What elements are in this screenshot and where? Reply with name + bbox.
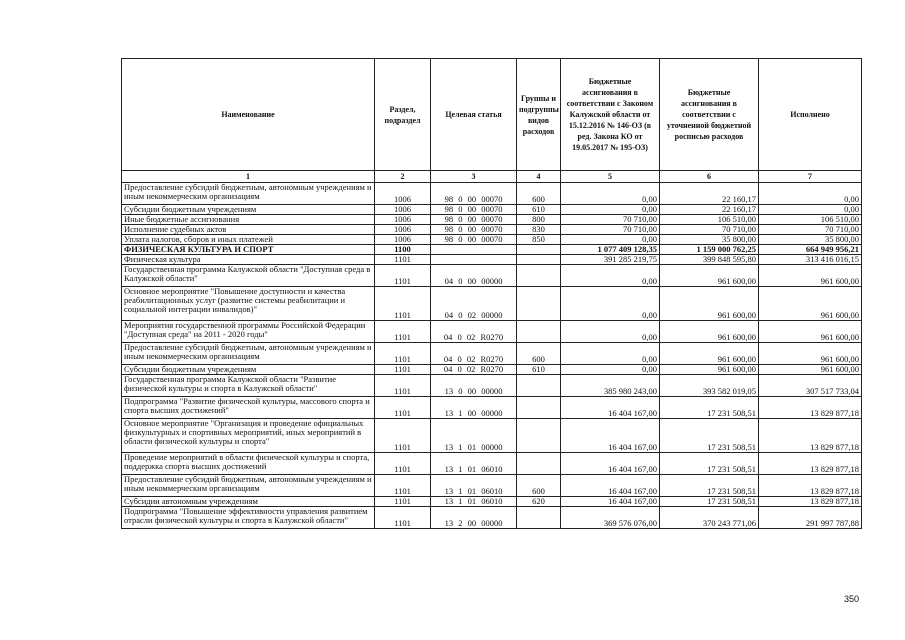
table-row — [122, 287, 862, 321]
row-budget-schedule: 17 231 508,51 — [660, 453, 759, 475]
row-executed: 35 800,00 — [759, 235, 862, 245]
row-target: 13 0 00 00000 — [431, 375, 517, 397]
row-group: 600 — [517, 475, 561, 497]
row-executed: 13 829 877,18 — [759, 497, 862, 507]
row-section: 1101 — [375, 507, 431, 529]
table-row — [122, 235, 862, 245]
table-row — [122, 321, 862, 343]
row-section: 1101 — [375, 375, 431, 397]
column-number: 7 — [759, 171, 862, 183]
table-row — [122, 375, 862, 397]
row-section: 1101 — [375, 255, 431, 265]
row-budget-law: 0,00 — [561, 205, 660, 215]
row-budget-schedule: 35 800,00 — [660, 235, 759, 245]
row-budget-schedule: 22 160,17 — [660, 205, 759, 215]
row-budget-schedule: 70 710,00 — [660, 225, 759, 235]
row-budget-schedule: 17 231 508,51 — [660, 397, 759, 419]
row-budget-law: 16 404 167,00 — [561, 475, 660, 497]
table-row — [122, 397, 862, 419]
row-budget-schedule: 961 600,00 — [660, 365, 759, 375]
page-number: 350 — [843, 594, 859, 604]
row-section: 1101 — [375, 497, 431, 507]
header-name: Наименование — [122, 59, 375, 171]
row-name: Предоставление субсидий бюджетным, автономным учреждениям и иным некоммерческим организациям — [122, 475, 375, 497]
column-number: 1 — [122, 171, 375, 183]
row-group — [517, 507, 561, 529]
row-target: 04 0 02 R0270 — [431, 365, 517, 375]
table-body — [122, 183, 862, 529]
header-section: Раздел, подраздел — [375, 59, 431, 171]
table-header-row — [122, 59, 862, 171]
row-group: 620 — [517, 497, 561, 507]
row-budget-law: 70 710,00 — [561, 215, 660, 225]
row-section: 1101 — [375, 287, 431, 321]
row-section: 1100 — [375, 245, 431, 255]
row-section: 1101 — [375, 453, 431, 475]
row-budget-law: 0,00 — [561, 265, 660, 287]
row-budget-schedule: 961 600,00 — [660, 287, 759, 321]
table-row — [122, 475, 862, 497]
row-group: 800 — [517, 215, 561, 225]
row-group: 600 — [517, 183, 561, 205]
row-executed: 291 997 787,88 — [759, 507, 862, 529]
row-executed: 70 710,00 — [759, 225, 862, 235]
row-budget-schedule: 961 600,00 — [660, 265, 759, 287]
row-executed: 961 600,00 — [759, 287, 862, 321]
row-executed: 13 829 877,18 — [759, 397, 862, 419]
row-budget-schedule: 961 600,00 — [660, 343, 759, 365]
row-name: Субсидии автономным учреждениям — [122, 497, 375, 507]
row-budget-schedule: 17 231 508,51 — [660, 497, 759, 507]
row-group: 850 — [517, 235, 561, 245]
header-executed: Исполнено — [759, 59, 862, 171]
row-name: Мероприятия государственной программы Российской Федерации "Доступная среда" на 2011 - 2020 годы" — [122, 321, 375, 343]
row-name: Исполнение судебных актов — [122, 225, 375, 235]
row-budget-schedule: 17 231 508,51 — [660, 419, 759, 453]
row-target: 98 0 00 00070 — [431, 205, 517, 215]
row-name: Подпрограмма "Развитие физической культуры, массового спорта и спорта высших достижений" — [122, 397, 375, 419]
row-target: 13 1 00 00000 — [431, 397, 517, 419]
row-budget-law: 1 077 409 128,35 — [561, 245, 660, 255]
table-row — [122, 255, 862, 265]
row-target: 13 1 01 06010 — [431, 475, 517, 497]
row-name: Предоставление субсидий бюджетным, автономным учреждениям и иным некоммерческим организациям — [122, 343, 375, 365]
row-target: 13 1 01 06010 — [431, 497, 517, 507]
row-name: Иные бюджетные ассигнования — [122, 215, 375, 225]
table-row — [122, 497, 862, 507]
row-budget-law: 16 404 167,00 — [561, 397, 660, 419]
row-name: Государственная программа Калужской области "Доступная среда в Калужской области" — [122, 265, 375, 287]
row-budget-schedule: 370 243 771,06 — [660, 507, 759, 529]
row-budget-schedule: 393 582 019,05 — [660, 375, 759, 397]
row-section: 1101 — [375, 365, 431, 375]
row-name: Основное мероприятие "Повышение доступности и качества реабилитационных услуг (развитие системы реабилитации и социальной интеграции инвалидов)" — [122, 287, 375, 321]
table-row — [122, 225, 862, 235]
column-number: 2 — [375, 171, 431, 183]
row-group — [517, 453, 561, 475]
row-executed: 106 510,00 — [759, 215, 862, 225]
row-budget-law: 391 285 219,75 — [561, 255, 660, 265]
row-budget-law: 369 576 076,00 — [561, 507, 660, 529]
row-target — [431, 245, 517, 255]
row-section: 1006 — [375, 215, 431, 225]
column-number-row — [122, 171, 862, 183]
row-executed: 13 829 877,18 — [759, 475, 862, 497]
row-budget-schedule: 106 510,00 — [660, 215, 759, 225]
row-group — [517, 245, 561, 255]
column-number: 4 — [517, 171, 561, 183]
row-name: Субсидии бюджетным учреждениям — [122, 365, 375, 375]
row-budget-law: 385 980 243,00 — [561, 375, 660, 397]
row-budget-law: 16 404 167,00 — [561, 419, 660, 453]
row-target: 04 0 02 R0270 — [431, 321, 517, 343]
row-budget-law: 0,00 — [561, 287, 660, 321]
row-budget-schedule: 961 600,00 — [660, 321, 759, 343]
row-budget-law: 0,00 — [561, 183, 660, 205]
row-group — [517, 375, 561, 397]
row-section: 1006 — [375, 183, 431, 205]
row-name: ФИЗИЧЕСКАЯ КУЛЬТУРА И СПОРТ — [122, 245, 375, 255]
row-target: 98 0 00 00070 — [431, 215, 517, 225]
row-budget-schedule: 1 159 000 762,25 — [660, 245, 759, 255]
row-name: Субсидии бюджетным учреждениям — [122, 205, 375, 215]
row-budget-schedule: 22 160,17 — [660, 183, 759, 205]
row-executed: 961 600,00 — [759, 265, 862, 287]
row-budget-law: 0,00 — [561, 343, 660, 365]
row-section: 1101 — [375, 397, 431, 419]
row-executed: 0,00 — [759, 205, 862, 215]
header-budget-schedule: Бюджетные ассигнования в соответствии с уточненной бюджетной росписью расходов — [660, 59, 759, 171]
row-budget-law: 0,00 — [561, 235, 660, 245]
column-number: 3 — [431, 171, 517, 183]
header-target: Целевая статья — [431, 59, 517, 171]
row-executed: 664 949 956,21 — [759, 245, 862, 255]
row-executed: 961 600,00 — [759, 343, 862, 365]
row-name: Основное мероприятие "Организация и проведение официальных физкультурных и спортивных мероприятий, иных мероприятий в области физической культуры и спорта" — [122, 419, 375, 453]
row-budget-law: 16 404 167,00 — [561, 497, 660, 507]
row-group — [517, 321, 561, 343]
row-budget-schedule: 399 848 595,80 — [660, 255, 759, 265]
row-budget-law: 16 404 167,00 — [561, 453, 660, 475]
row-section: 1101 — [375, 475, 431, 497]
row-executed: 307 517 733,04 — [759, 375, 862, 397]
row-budget-law: 70 710,00 — [561, 225, 660, 235]
row-section: 1101 — [375, 265, 431, 287]
row-group: 830 — [517, 225, 561, 235]
row-budget-law: 0,00 — [561, 321, 660, 343]
table-row — [122, 205, 862, 215]
row-executed: 961 600,00 — [759, 365, 862, 375]
table-row — [122, 453, 862, 475]
row-section: 1006 — [375, 205, 431, 215]
column-number: 5 — [561, 171, 660, 183]
row-group — [517, 287, 561, 321]
budget-table — [121, 58, 862, 529]
header-budget-law: Бюджетные ассигнования в соответствии с Законом Калужской области от 15.12.2016 № 146-ОЗ (в ред. Закона КО от 19.05.2017 № 195-ОЗ) — [561, 59, 660, 171]
row-group — [517, 419, 561, 453]
row-name: Уплата налогов, сборов и иных платежей — [122, 235, 375, 245]
row-target: 13 1 01 06010 — [431, 453, 517, 475]
table-row — [122, 183, 862, 205]
row-executed: 13 829 877,18 — [759, 419, 862, 453]
row-group — [517, 397, 561, 419]
row-section: 1101 — [375, 343, 431, 365]
table-row — [122, 419, 862, 453]
table-row — [122, 365, 862, 375]
table-row — [122, 507, 862, 529]
table-row — [122, 245, 862, 255]
row-group: 610 — [517, 205, 561, 215]
row-target: 98 0 00 00070 — [431, 235, 517, 245]
row-target — [431, 255, 517, 265]
table-row — [122, 265, 862, 287]
column-number: 6 — [660, 171, 759, 183]
row-section: 1101 — [375, 419, 431, 453]
row-target: 04 0 00 00000 — [431, 265, 517, 287]
row-section: 1101 — [375, 321, 431, 343]
row-name: Физическая культура — [122, 255, 375, 265]
row-name: Предоставление субсидий бюджетным, автономным учреждениям и иным некоммерческим организациям — [122, 183, 375, 205]
row-section: 1006 — [375, 235, 431, 245]
row-name: Государственная программа Калужской области "Развитие физической культуры и спорта в Калужской области" — [122, 375, 375, 397]
row-target: 04 0 02 00000 — [431, 287, 517, 321]
table-row — [122, 215, 862, 225]
row-name: Проведение мероприятий в области физической культуры и спорта, поддержка спорта высших достижений — [122, 453, 375, 475]
row-name: Подпрограмма "Повышение эффективности управления развитием отрасли физической культуры и спорта в Калужской области" — [122, 507, 375, 529]
row-budget-law: 0,00 — [561, 365, 660, 375]
row-target: 13 1 01 00000 — [431, 419, 517, 453]
header-groups: Группы и подгруппы видов расходов — [517, 59, 561, 171]
row-group — [517, 255, 561, 265]
row-section: 1006 — [375, 225, 431, 235]
row-budget-schedule: 17 231 508,51 — [660, 475, 759, 497]
row-executed: 13 829 877,18 — [759, 453, 862, 475]
row-group: 610 — [517, 365, 561, 375]
row-group: 600 — [517, 343, 561, 365]
table-row — [122, 343, 862, 365]
row-executed: 961 600,00 — [759, 321, 862, 343]
row-target: 98 0 00 00070 — [431, 225, 517, 235]
row-executed: 313 416 016,15 — [759, 255, 862, 265]
row-target: 98 0 00 00070 — [431, 183, 517, 205]
row-group — [517, 265, 561, 287]
row-target: 04 0 02 R0270 — [431, 343, 517, 365]
row-executed: 0,00 — [759, 183, 862, 205]
row-target: 13 2 00 00000 — [431, 507, 517, 529]
